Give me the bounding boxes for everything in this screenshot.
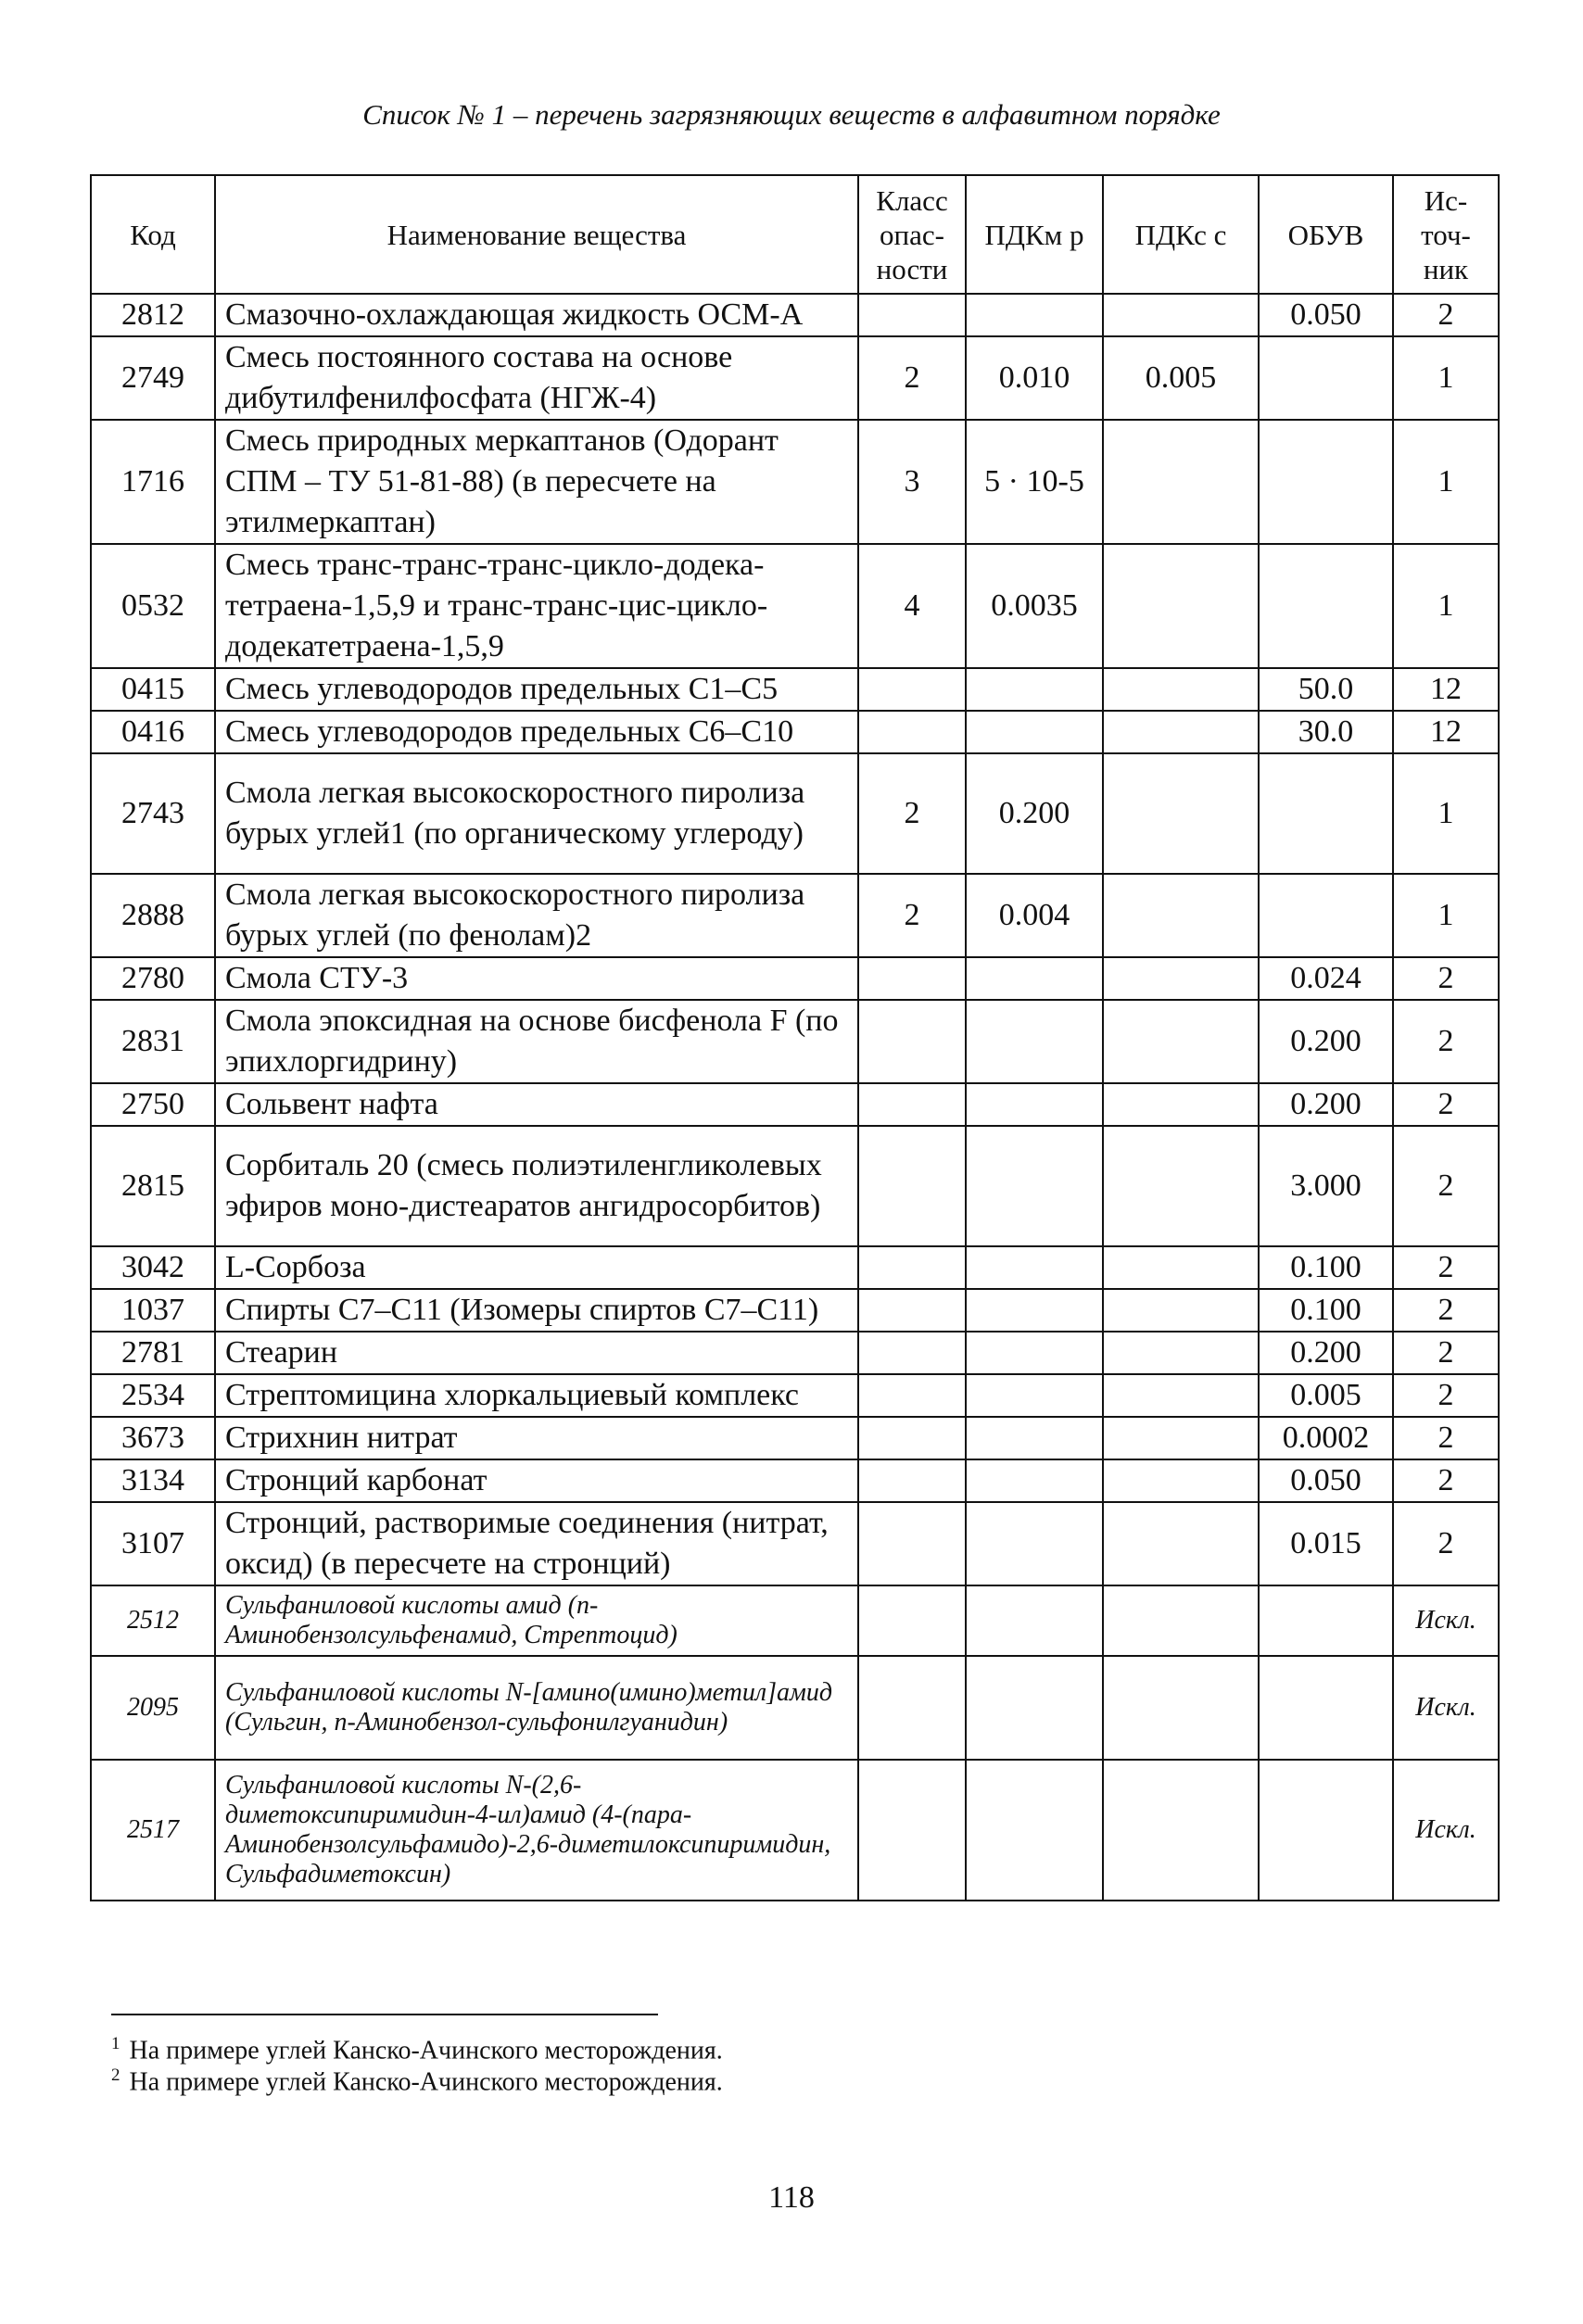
source-cell: Искл.: [1393, 1656, 1499, 1760]
pdk-ss-cell: [1103, 1126, 1259, 1246]
class-cell: [858, 1459, 966, 1502]
class-cell: [858, 1656, 966, 1760]
obuv-cell: [1259, 1656, 1393, 1760]
code-cell: 3042: [91, 1246, 215, 1289]
header-obuv: ОБУВ: [1259, 175, 1393, 294]
table-row: [91, 294, 1499, 336]
obuv-cell: 0.200: [1259, 1000, 1393, 1083]
obuv-cell: [1259, 1585, 1393, 1656]
code-cell: 0415: [91, 668, 215, 711]
table-body: [91, 294, 1499, 1901]
source-cell: 2: [1393, 1417, 1499, 1459]
source-cell: 2: [1393, 1332, 1499, 1374]
name-cell: Сульфаниловой кислоты N-(2,6-диметоксипиримидин-4-ил)амид (4-(пара-Аминобензолсульфамидо)-2,6-диметилоксипиримидин, Сульфадиметоксин): [215, 1760, 858, 1901]
pdk-ss-cell: [1103, 1000, 1259, 1083]
code-cell: 2743: [91, 753, 215, 874]
code-cell: 2517: [91, 1760, 215, 1901]
name-cell: Стрихнин нитрат: [215, 1417, 858, 1459]
pdk-mr-cell: [966, 1246, 1103, 1289]
class-cell: [858, 957, 966, 1000]
class-cell: [858, 294, 966, 336]
class-cell: [858, 1374, 966, 1417]
source-cell: 2: [1393, 1246, 1499, 1289]
table-row: [91, 711, 1499, 753]
source-cell: 2: [1393, 1374, 1499, 1417]
pdk-mr-cell: [966, 1332, 1103, 1374]
obuv-cell: 0.0002: [1259, 1417, 1393, 1459]
header-source: Ис- точ- ник: [1393, 175, 1499, 294]
class-cell: [858, 1000, 966, 1083]
source-cell: 1: [1393, 544, 1499, 668]
code-cell: 3134: [91, 1459, 215, 1502]
pdk-mr-cell: [966, 1459, 1103, 1502]
name-cell: Сульфаниловой кислоты N-[амино(имино)метил]амид (Сульгин, п-Аминобензол-сульфонилгуанидин): [215, 1656, 858, 1760]
name-cell: Стрептомицина хлоркальциевый комплекс: [215, 1374, 858, 1417]
table-row: [91, 1289, 1499, 1332]
table-row: [91, 1417, 1499, 1459]
pdk-ss-cell: [1103, 1374, 1259, 1417]
name-cell: Стронций карбонат: [215, 1459, 858, 1502]
pdk-mr-cell: [966, 294, 1103, 336]
class-cell: [858, 1083, 966, 1126]
class-cell: [858, 1289, 966, 1332]
source-cell: 2: [1393, 294, 1499, 336]
table-row: [91, 1126, 1499, 1246]
pdk-mr-cell: [966, 1585, 1103, 1656]
footnote-text: На примере углей Канско-Ачинского месторождения.: [129, 2067, 723, 2097]
class-cell: [858, 1417, 966, 1459]
page-title: Список № 1 – перечень загрязняющих веществ в алфавитном порядке: [362, 98, 1221, 131]
obuv-cell: 0.050: [1259, 1459, 1393, 1502]
class-cell: [858, 1585, 966, 1656]
pdk-ss-cell: [1103, 753, 1259, 874]
pdk-ss-cell: [1103, 874, 1259, 957]
source-cell: Искл.: [1393, 1760, 1499, 1901]
code-cell: 2781: [91, 1332, 215, 1374]
source-cell: 1: [1393, 336, 1499, 420]
obuv-cell: [1259, 1760, 1393, 1901]
pdk-mr-cell: [966, 1374, 1103, 1417]
table-row: [91, 1083, 1499, 1126]
class-cell: [858, 1246, 966, 1289]
pdk-mr-cell: 5 · 10-5: [966, 420, 1103, 544]
table-row: [91, 753, 1499, 874]
pdk-mr-cell: 0.200: [966, 753, 1103, 874]
code-cell: 2512: [91, 1585, 215, 1656]
name-cell: Смола эпоксидная на основе бисфенола F (по эпихлоргидрину): [215, 1000, 858, 1083]
name-cell: Стеарин: [215, 1332, 858, 1374]
pdk-ss-cell: [1103, 1656, 1259, 1760]
code-cell: 2095: [91, 1656, 215, 1760]
obuv-cell: [1259, 336, 1393, 420]
obuv-cell: 0.015: [1259, 1502, 1393, 1585]
class-cell: 2: [858, 753, 966, 874]
table-row: [91, 874, 1499, 957]
footnote-2: [111, 2061, 723, 2097]
name-cell: L-Сорбоза: [215, 1246, 858, 1289]
code-cell: 0416: [91, 711, 215, 753]
table-row: [91, 1000, 1499, 1083]
pdk-ss-cell: [1103, 1289, 1259, 1332]
code-cell: 2815: [91, 1126, 215, 1246]
name-cell: Смесь углеводородов предельных C6–C10: [215, 711, 858, 753]
table-row: [91, 957, 1499, 1000]
source-cell: 2: [1393, 1289, 1499, 1332]
header-pdk-ss: ПДКс с: [1103, 175, 1259, 294]
pdk-ss-cell: [1103, 1459, 1259, 1502]
footnote-mark: 1: [111, 2034, 120, 2053]
pdk-mr-cell: [966, 1656, 1103, 1760]
obuv-cell: 0.024: [1259, 957, 1393, 1000]
table-row: [91, 336, 1499, 420]
pdk-mr-cell: [966, 711, 1103, 753]
class-cell: 2: [858, 874, 966, 957]
source-cell: 2: [1393, 1126, 1499, 1246]
obuv-cell: 0.200: [1259, 1083, 1393, 1126]
page-number: 118: [768, 2180, 815, 2215]
code-cell: 2750: [91, 1083, 215, 1126]
obuv-cell: [1259, 753, 1393, 874]
obuv-cell: 0.050: [1259, 294, 1393, 336]
class-cell: 4: [858, 544, 966, 668]
pdk-ss-cell: [1103, 1332, 1259, 1374]
header-class: Класс опас- ности: [858, 175, 966, 294]
name-cell: Смазочно-охлаждающая жидкость ОСМ-А: [215, 294, 858, 336]
pdk-ss-cell: [1103, 1760, 1259, 1901]
pdk-ss-cell: [1103, 1246, 1259, 1289]
obuv-cell: [1259, 874, 1393, 957]
source-cell: 2: [1393, 957, 1499, 1000]
table-row: [91, 668, 1499, 711]
obuv-cell: 0.200: [1259, 1332, 1393, 1374]
footnote-mark: 2: [111, 2065, 120, 2085]
table-row: [91, 1585, 1499, 1656]
substances-table: [90, 174, 1500, 1901]
pdk-ss-cell: [1103, 294, 1259, 336]
code-cell: 2831: [91, 1000, 215, 1083]
header-name: Наименование вещества: [215, 175, 858, 294]
pdk-ss-cell: 0.005: [1103, 336, 1259, 420]
name-cell: Сольвент нафта: [215, 1083, 858, 1126]
name-cell: Смесь транс-транс-транс-цикло-додека-тетраена-1,5,9 и транс-транс-цис-цикло-додекатетраена-1,5,9: [215, 544, 858, 668]
pdk-mr-cell: 0.010: [966, 336, 1103, 420]
obuv-cell: 0.100: [1259, 1246, 1393, 1289]
class-cell: [858, 711, 966, 753]
pdk-mr-cell: [966, 1760, 1103, 1901]
code-cell: 2812: [91, 294, 215, 336]
source-cell: Искл.: [1393, 1585, 1499, 1656]
table-row: [91, 1459, 1499, 1502]
code-cell: 2780: [91, 957, 215, 1000]
table-row: [91, 544, 1499, 668]
class-cell: [858, 668, 966, 711]
name-cell: Смола легкая высокоскоростного пиролиза бурых углей (по фенолам)2: [215, 874, 858, 957]
table-header-row: [91, 175, 1499, 294]
source-cell: 2: [1393, 1459, 1499, 1502]
footnote-divider: [111, 2014, 658, 2015]
pdk-ss-cell: [1103, 711, 1259, 753]
pdk-ss-cell: [1103, 544, 1259, 668]
name-cell: Сорбиталь 20 (смесь полиэтиленгликолевых эфиров моно-дистеаратов ангидросорбитов): [215, 1126, 858, 1246]
name-cell: Спирты C7–C11 (Изомеры спиртов C7–C11): [215, 1289, 858, 1332]
pdk-mr-cell: 0.004: [966, 874, 1103, 957]
name-cell: Смола СТУ-3: [215, 957, 858, 1000]
table-row: [91, 1246, 1499, 1289]
pdk-mr-cell: 0.0035: [966, 544, 1103, 668]
source-cell: 12: [1393, 668, 1499, 711]
source-cell: 2: [1393, 1000, 1499, 1083]
header-pdk-mr: ПДКм р: [966, 175, 1103, 294]
source-cell: 1: [1393, 420, 1499, 544]
obuv-cell: [1259, 544, 1393, 668]
header-code: Код: [91, 175, 215, 294]
code-cell: 2888: [91, 874, 215, 957]
pdk-mr-cell: [966, 1417, 1103, 1459]
obuv-cell: [1259, 420, 1393, 544]
code-cell: 1716: [91, 420, 215, 544]
pdk-mr-cell: [966, 668, 1103, 711]
name-cell: Стронций, растворимые соединения (нитрат, оксид) (в пересчете на стронций): [215, 1502, 858, 1585]
pdk-ss-cell: [1103, 1502, 1259, 1585]
pdk-ss-cell: [1103, 957, 1259, 1000]
code-cell: 1037: [91, 1289, 215, 1332]
pdk-mr-cell: [966, 1126, 1103, 1246]
obuv-cell: 3.000: [1259, 1126, 1393, 1246]
name-cell: Смесь природных меркаптанов (Одорант СПМ – ТУ 51-81-88) (в пересчете на этилмеркаптан): [215, 420, 858, 544]
obuv-cell: 30.0: [1259, 711, 1393, 753]
pdk-mr-cell: [966, 1083, 1103, 1126]
source-cell: 12: [1393, 711, 1499, 753]
table-row: [91, 420, 1499, 544]
pdk-ss-cell: [1103, 668, 1259, 711]
class-cell: [858, 1332, 966, 1374]
table-row: [91, 1656, 1499, 1760]
pdk-ss-cell: [1103, 1585, 1259, 1656]
pdk-mr-cell: [966, 1289, 1103, 1332]
code-cell: 2534: [91, 1374, 215, 1417]
class-cell: 3: [858, 420, 966, 544]
class-cell: [858, 1502, 966, 1585]
pdk-mr-cell: [966, 1000, 1103, 1083]
pdk-mr-cell: [966, 1502, 1103, 1585]
table-row: [91, 1374, 1499, 1417]
code-cell: 3107: [91, 1502, 215, 1585]
pdk-ss-cell: [1103, 1083, 1259, 1126]
class-cell: [858, 1126, 966, 1246]
name-cell: Смесь углеводородов предельных C1–C5: [215, 668, 858, 711]
footnote-text: На примере углей Канско-Ачинского месторождения.: [129, 2036, 723, 2065]
class-cell: 2: [858, 336, 966, 420]
pdk-ss-cell: [1103, 420, 1259, 544]
code-cell: 3673: [91, 1417, 215, 1459]
obuv-cell: 0.005: [1259, 1374, 1393, 1417]
name-cell: Сульфаниловой кислоты амид (п-Аминобензолсульфенамид, Стрептоцид): [215, 1585, 858, 1656]
source-cell: 1: [1393, 874, 1499, 957]
source-cell: 1: [1393, 753, 1499, 874]
source-cell: 2: [1393, 1502, 1499, 1585]
class-cell: [858, 1760, 966, 1901]
code-cell: 2749: [91, 336, 215, 420]
obuv-cell: 50.0: [1259, 668, 1393, 711]
name-cell: Смола легкая высокоскоростного пиролиза бурых углей1 (по органическому углероду): [215, 753, 858, 874]
name-cell: Смесь постоянного состава на основе дибутилфенилфосфата (НГЖ-4): [215, 336, 858, 420]
obuv-cell: 0.100: [1259, 1289, 1393, 1332]
source-cell: 2: [1393, 1083, 1499, 1126]
table-row: [91, 1760, 1499, 1901]
pdk-ss-cell: [1103, 1417, 1259, 1459]
pdk-mr-cell: [966, 957, 1103, 1000]
table-row: [91, 1332, 1499, 1374]
table-row: [91, 1502, 1499, 1585]
code-cell: 0532: [91, 544, 215, 668]
